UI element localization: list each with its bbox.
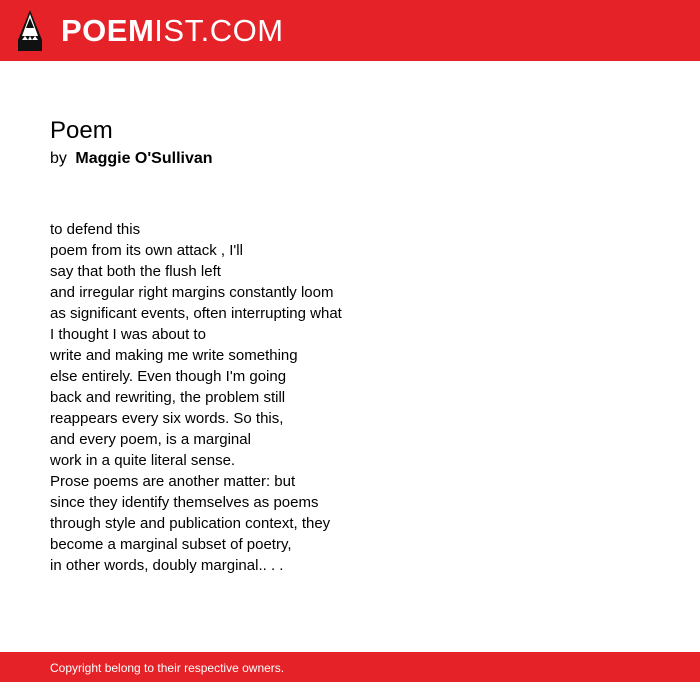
poem-line: and irregular right margins constantly loom xyxy=(50,284,334,301)
site-logo-text[interactable] xyxy=(61,12,284,50)
poem-line: become a marginal subset of poetry, xyxy=(50,536,292,553)
by-label: by xyxy=(50,150,67,167)
poem-line: Prose poems are another matter: but xyxy=(50,473,296,490)
poem-line: else entirely. Even though I'm going xyxy=(50,368,287,385)
poem-line: since they identify themselves as poems xyxy=(50,494,319,511)
poem-line: poem from its own attack , I'll xyxy=(50,242,243,259)
poem-line: and every poem, is a marginal xyxy=(50,431,251,448)
author-name: Maggie O'Sullivan xyxy=(75,150,213,167)
poem-title: Poem xyxy=(50,117,113,144)
site-header xyxy=(0,0,700,61)
byline xyxy=(50,149,213,169)
poem-line: say that both the flush left xyxy=(50,263,221,280)
brand-light-text: IST.COM xyxy=(154,13,284,48)
brand-bold-text: POEM xyxy=(61,13,155,48)
poem-line: as significant events, often interrupting what xyxy=(50,305,342,322)
site-footer xyxy=(0,652,700,682)
poem-line: work in a quite literal sense. xyxy=(50,452,236,469)
poem-line: reappears every six words. So this, xyxy=(50,410,284,427)
pencil-tip-icon[interactable] xyxy=(18,10,42,51)
poem-line: back and rewriting, the problem still xyxy=(50,389,286,406)
poem-line: through style and publication context, they xyxy=(50,515,331,532)
poem-line: in other words, doubly marginal.. . . xyxy=(50,557,284,574)
poem-line: I thought I was about to xyxy=(50,326,206,343)
poem-line: write and making me write something xyxy=(50,347,298,364)
poem-line: to defend this xyxy=(50,221,141,238)
poem-body xyxy=(50,219,342,576)
copyright-text: Copyright belong to their respective owners. xyxy=(50,661,285,675)
